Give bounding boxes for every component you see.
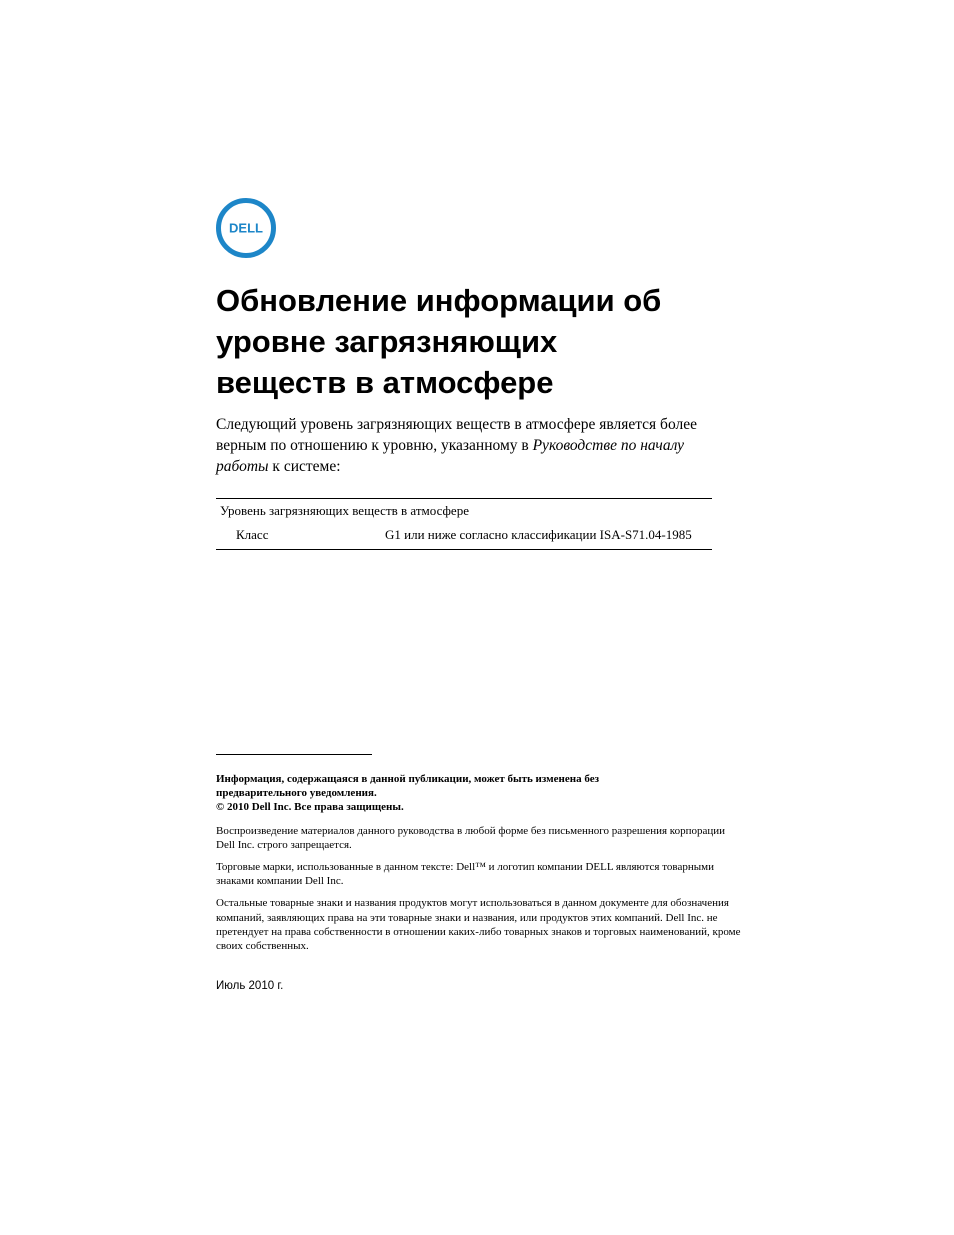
trademarks-paragraph: Торговые марки, использованные в данном тексте: Dell™ и логотип компании DELL являются товарными знаками компании Dell Inc.	[216, 861, 714, 888]
reproduction-paragraph: Воспроизведение материалов данного руководства в любой форме без письменного разрешения корпорации Dell Inc. строго запрещается.	[216, 824, 726, 851]
logo-text: DELL	[229, 220, 263, 236]
notice-line: предварительного уведомления.	[216, 787, 377, 800]
table-row-key: Класс	[236, 527, 269, 542]
publication-date: Июль 2010 г.	[216, 980, 284, 992]
intro-text: Следующий уровень загрязняющих веществ в атмосфере является более верным по отношению к уровню, указанному в	[216, 416, 697, 454]
table-row-value: G1 или ниже согласно классификации ISA-S71.04-1985	[385, 527, 692, 542]
notice-line: Информация, содержащаяся в данной публикации, может быть изменена без	[216, 773, 600, 785]
title-line: Обновление информации об	[216, 283, 662, 318]
dell-logo	[215, 197, 277, 259]
page-title	[216, 280, 776, 403]
copyright-notice	[216, 772, 746, 815]
intro-text-end: к системе:	[268, 458, 341, 475]
other-trademarks-paragraph: Остальные товарные знаки и названия продуктов могут использоваться в данном документе для обозначения компаний, заявляющих права на эти товарные знаки и названия, или продуктов этих компаний. Dell Inc. не претендует на права собственности в отношении каких-либо товарных знаков и торговых наименований, кроме своих собственных.	[216, 897, 741, 953]
legal-notice	[216, 772, 746, 961]
copyright-line: © 2010 Dell Inc. Все права защищены.	[216, 801, 404, 814]
footnote-divider	[216, 754, 372, 755]
table-header: Уровень загрязняющих веществ в атмосфере	[220, 503, 469, 518]
table-bottom-rule	[216, 549, 712, 550]
intro-paragraph	[216, 414, 716, 477]
guide-title: Руководстве по началу работы	[216, 437, 685, 475]
table-top-rule	[216, 498, 712, 499]
title-line: уровне загрязняющих	[216, 324, 558, 359]
title-line: веществ в атмосфере	[216, 365, 554, 400]
